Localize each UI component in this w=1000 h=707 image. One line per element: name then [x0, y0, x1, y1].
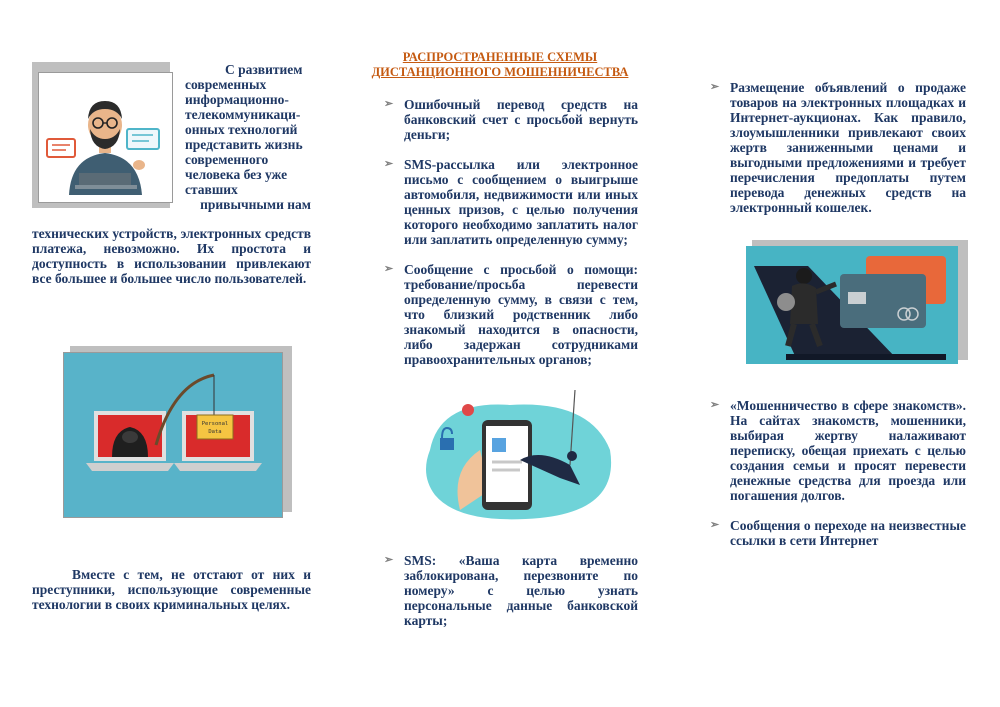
intro-line: ставших	[185, 182, 238, 197]
intro-line: представить жизнь	[185, 137, 303, 152]
hacker-illustration	[38, 72, 173, 203]
section-title: РАСПРОСТРАНЕННЫЕ СХЕМЫ ДИСТАНЦИОННОГО МОШЕННИЧЕСТВА	[371, 50, 629, 79]
intro-rest-text	[32, 226, 311, 286]
phone-thief-icon	[420, 390, 620, 530]
intro-line: привычными нам	[200, 197, 311, 212]
conclusion-text	[32, 567, 311, 612]
middle-column-bottom	[384, 553, 638, 628]
scheme-text: Размещение объявлений о продаже товаров на электронных площадках и Интернет-аукционах. Как правило, злоумышленники привлекают своих жертв заниженными ценами и выгодными предложениями и требует перечисления предоплаты путем перевода денежных средств на электронный кошелек.	[730, 80, 966, 215]
intro-wrap-text	[185, 62, 311, 212]
scheme-bullet	[384, 157, 638, 247]
scheme-bullet	[384, 262, 638, 367]
right-column-bottom	[710, 398, 966, 548]
hacker-with-laptop-icon	[39, 73, 172, 202]
arrow-bullet-icon: ➢	[384, 98, 394, 110]
arrow-bullet-icon: ➢	[710, 399, 720, 411]
arrow-bullet-icon: ➢	[384, 263, 394, 275]
scheme-bullet	[710, 398, 966, 503]
arrow-bullet-icon: ➢	[710, 81, 720, 93]
intro-line: человека без уже	[185, 167, 288, 182]
scheme-bullet	[710, 80, 966, 215]
personal-data-label: Data	[208, 429, 222, 435]
scheme-text: Ошибочный перевод средств на банковский счет с просьбой вернуть деньги;	[404, 97, 638, 142]
right-column-top	[710, 80, 966, 215]
phishing-laptops-icon	[64, 353, 282, 517]
arrow-bullet-icon: ➢	[710, 519, 720, 531]
intro-line: современных	[185, 77, 267, 92]
phone-hook-illustration	[420, 390, 620, 530]
scheme-bullet	[710, 518, 966, 548]
conclusion: Вместе с тем, не отстают от них и преступники, использующие современные технологии в своих криминальных целях.	[32, 567, 311, 612]
scheme-text: Сообщение с просьбой о помощи: требование/просьба перевести определенную сумму, в связи с тем, что близкий родственник либо знакомый находится в опасности, либо задержан сотрудниками правоохранительных органов;	[404, 262, 638, 367]
phishing-illustration	[63, 352, 283, 518]
scheme-text: SMS-рассылка или электронное письмо с сообщением о выигрыше автомобиля, недвижимости или иных ценных призов, с целью получения которого необходимо заплатить налог или заплатить определенную сумму;	[404, 157, 638, 247]
intro-line: информационно-	[185, 92, 289, 107]
arrow-bullet-icon: ➢	[384, 158, 394, 170]
intro-line: современного	[185, 152, 269, 167]
intro-rest: технических устройств, электронных средств платежа, невозможно. Их простота и доступность в использовании привлекают все большее и большее число пользователей.	[32, 226, 311, 286]
middle-column	[384, 97, 638, 367]
scheme-text: Сообщения о переходе на неизвестные ссылки в сети Интернет	[730, 518, 966, 548]
scheme-bullet	[384, 97, 638, 142]
card-thief-icon	[746, 246, 958, 364]
scheme-text: «Мошенничество в сфере знакомств». На сайтах знакомств, мошенники, выбирая жертву налаживают переписку, обещая приехать с целью создания семьи и просят перевести денежные средства для проезда или погашения долгов.	[730, 398, 966, 503]
intro-first-line: С развитием	[225, 62, 303, 77]
intro-line: телекоммуникаци-	[185, 107, 301, 122]
card-thief-illustration	[746, 246, 958, 364]
scheme-bullet	[384, 553, 638, 628]
intro-line: онных технологий	[185, 122, 298, 137]
scheme-text: SMS: «Ваша карта временно заблокирована, перезвоните по номеру» с целью узнать персональные данные банковской карты;	[404, 553, 638, 628]
personal-data-label: Personal	[201, 421, 229, 427]
arrow-bullet-icon: ➢	[384, 554, 394, 566]
